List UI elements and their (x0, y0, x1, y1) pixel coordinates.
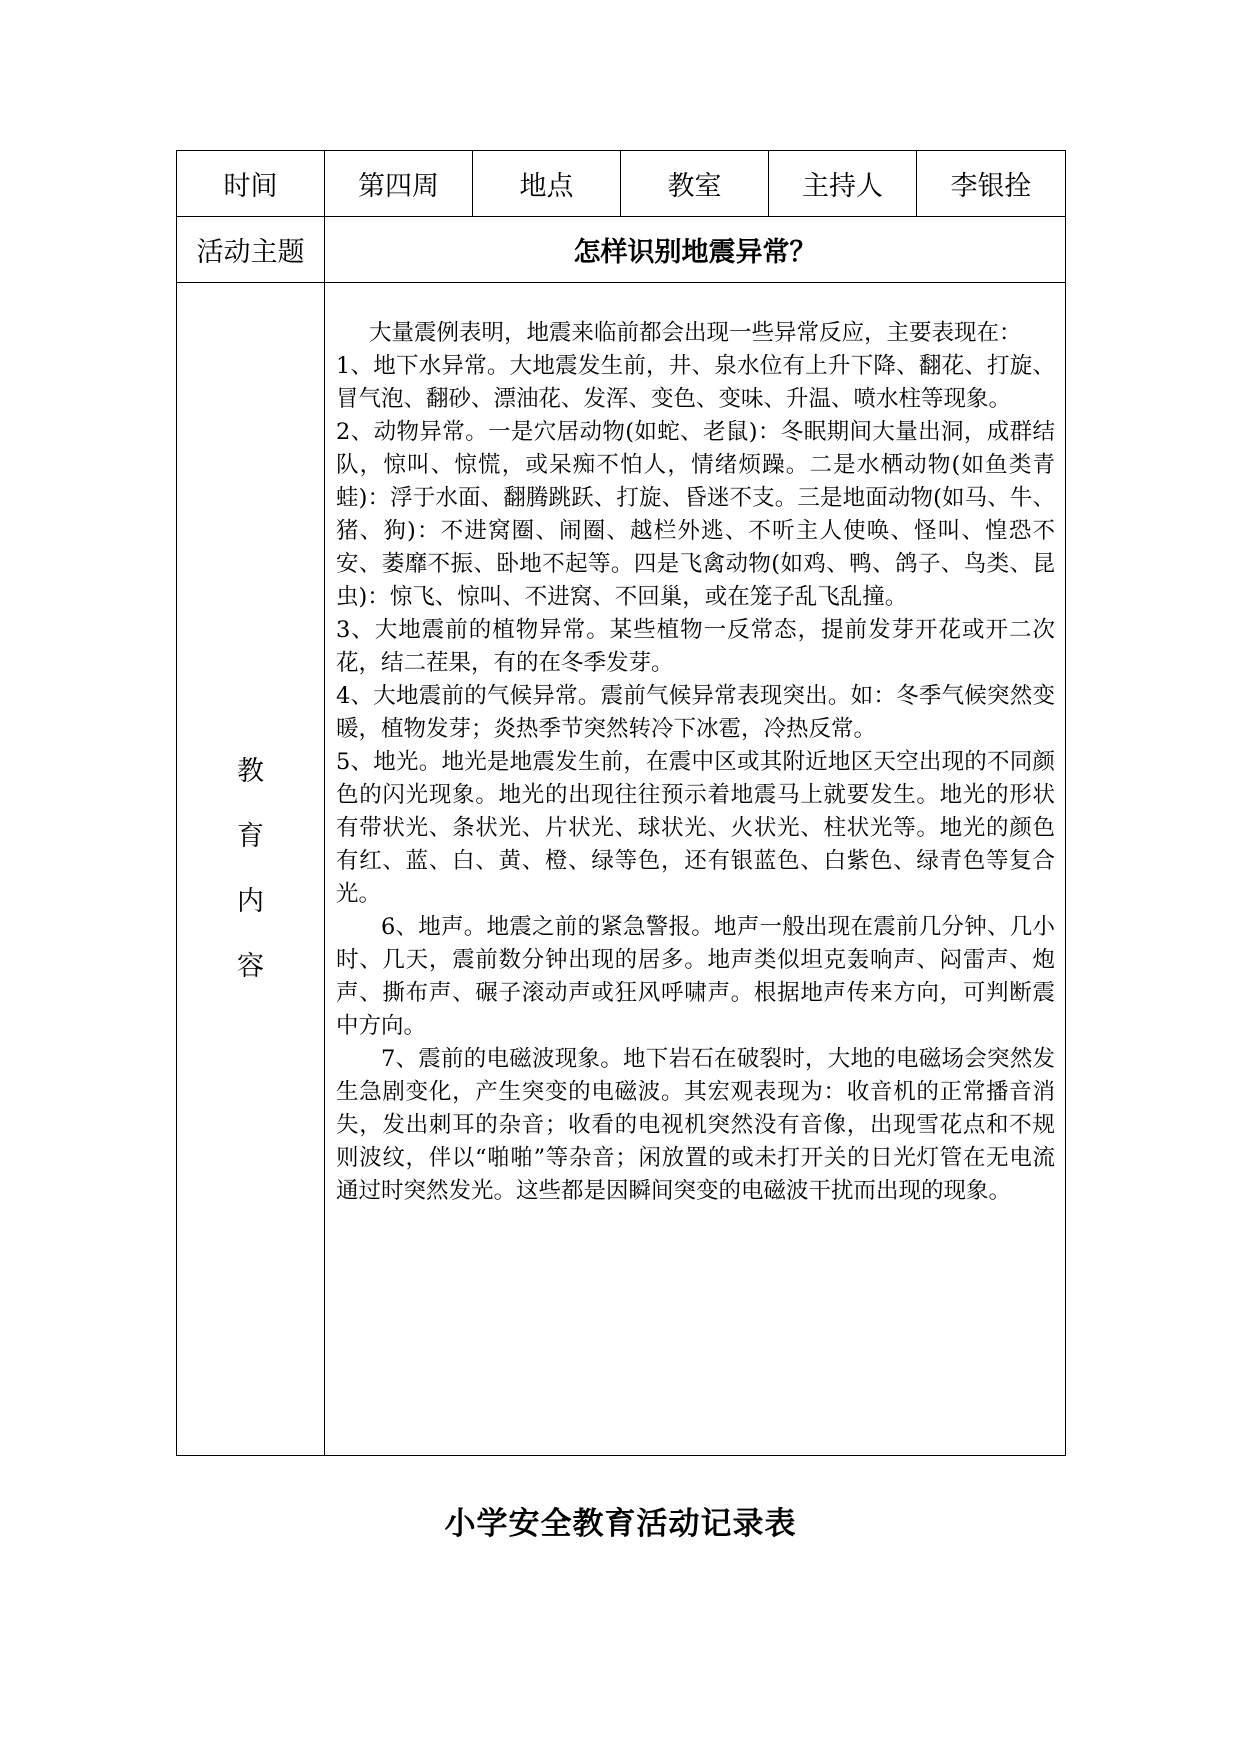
content-label-char: 教 (237, 756, 264, 787)
header-row (177, 151, 1066, 217)
content-label-char: 容 (237, 951, 264, 982)
item-groundwater: 1、地下水异常。大地震发生前，井、泉水位有上升下降、翻花、打旋、冒气泡、翻砂、漂油花、发浑、变色、变味、升温、喷水柱等现象。 (336, 353, 1055, 412)
content-label (177, 283, 325, 1456)
content-label-char: 内 (237, 886, 264, 917)
item-earthquake-sound: 6、地声。地震之前的紧急警报。地声一般出现在震前几分钟、几小时、几天，震前数分钟出现的居多。地声类似坦克轰响声、闷雷声、炮声、撕布声、碾子滚动声或狂风呼啸声。根据地声传来方向，可判断震中方向。 (336, 914, 1055, 1039)
host-label: 主持人 (769, 151, 917, 217)
content-label-char: 育 (237, 821, 264, 852)
item-animals: 2、动物异常。一是穴居动物(如蛇、老鼠)：冬眠期间大量出洞，成群结队，惊叫、惊慌，或呆痴不怕人，情绪烦躁。二是水栖动物(如鱼类青蛙)：浮于水面、翻腾跳跃、打旋、昏迷不支。三是地面动物(如马、牛、猪、狗)：不进窝圈、闹圈、越栏外逃、不听主人使唤、怪叫、惶恐不安、萎靡不振、卧地不起等。四是飞禽动物(如鸡、鸭、鸽子、鸟类、昆虫)：惊飞、惊叫、不进窝、不回巢，或在笼子乱飞乱撞。 (336, 419, 1055, 610)
time-value: 第四周 (325, 151, 473, 217)
item-electromagnetic: 7、震前的电磁波现象。地下岩石在破裂时，大地的电磁场会突然发生急剧变化，产生突变的电磁波。其宏观表现为：收音机的正常播音消失，发出刺耳的杂音；收看的电视机突然没有音像，出现雪花点和不规则波纹，伴以“啪啪”等杂音；闲放置的或未打开关的日光灯管在无电流通过时突然发光。这些都是因瞬间突变的电磁波干扰而出现的现象。 (336, 1046, 1055, 1204)
content-body (325, 283, 1066, 1456)
theme-row (177, 217, 1066, 283)
place-value: 教室 (621, 151, 769, 217)
form-title: 小学安全教育活动记录表 (444, 1506, 797, 1542)
theme-value: 怎样识别地震异常？ (325, 217, 1066, 283)
place-label: 地点 (473, 151, 621, 217)
host-value: 李银拴 (917, 151, 1066, 217)
intro-paragraph: 大量震例表明，地震来临前都会出现一些异常反应，主要表现在： (369, 320, 1022, 346)
item-climate: 4、大地震前的气候异常。震前气候异常表现突出。如：冬季气候突然变暖，植物发芽；炎热季节突然转冷下冰雹，冷热反常。 (336, 683, 1055, 742)
activity-record-table (176, 150, 1066, 1456)
content-row (177, 283, 1066, 1456)
time-label: 时间 (177, 151, 325, 217)
item-earthquake-light: 5、地光。地光是地震发生前，在震中区或其附近地区天空出现的不同颜色的闪光现象。地光的出现往往预示着地震马上就要发生。地光的形状有带状光、条状光、片状光、球状光、火状光、柱状光等。地光的颜色有红、蓝、白、黄、橙、绿等色，还有银蓝色、白紫色、绿青色等复合光。 (336, 749, 1055, 907)
item-plants: 3、大地震前的植物异常。某些植物一反常态，提前发芽开花或开二次花，结二茬果，有的在冬季发芽。 (336, 617, 1055, 676)
theme-label: 活动主题 (177, 217, 325, 283)
